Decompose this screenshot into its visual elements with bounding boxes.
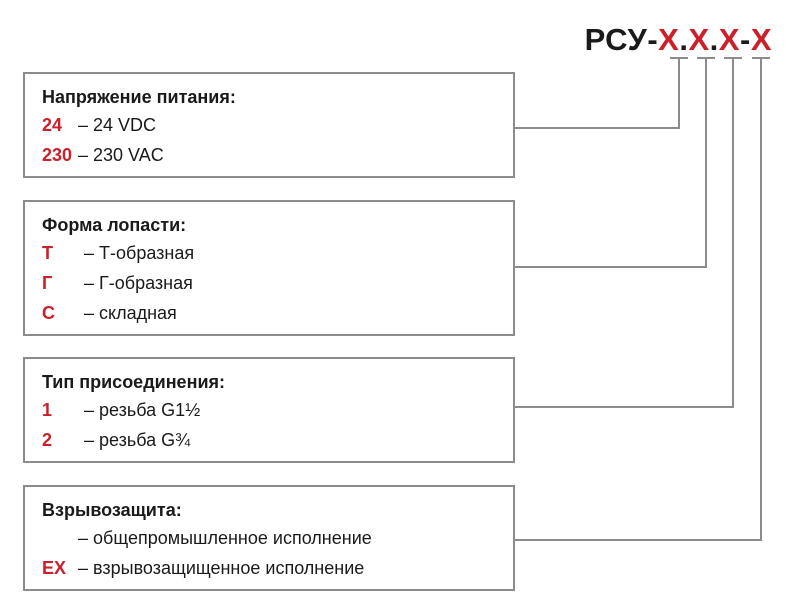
option-desc: – резьба G1½ bbox=[84, 400, 201, 420]
connector-voltage bbox=[515, 58, 679, 128]
group-title: Тип присоединения: bbox=[42, 372, 226, 392]
option-row bbox=[42, 268, 499, 298]
option-key: С bbox=[42, 303, 55, 323]
option-desc: – взрывозащищенное исполнение bbox=[78, 558, 365, 578]
option-key: 2 bbox=[42, 430, 53, 450]
option-key: 1 bbox=[42, 400, 53, 420]
option-desc: – 24 VDC bbox=[78, 115, 157, 135]
connector-connection bbox=[515, 58, 733, 407]
code-slot-paddle: X bbox=[688, 22, 710, 57]
code-separator: - bbox=[739, 22, 751, 57]
option-key: 230 bbox=[42, 145, 73, 165]
option-desc: – складная bbox=[84, 303, 177, 323]
code-separator: . bbox=[709, 22, 719, 57]
group-title: Напряжение питания: bbox=[42, 87, 236, 107]
code-slot-explosion: X bbox=[750, 22, 772, 57]
option-desc: – 230 VAC bbox=[78, 145, 164, 165]
option-key: Т bbox=[42, 243, 53, 263]
code-slot-voltage: X bbox=[658, 22, 680, 57]
connector-paddle bbox=[515, 58, 706, 267]
option-row bbox=[42, 553, 499, 583]
group-title: Форма лопасти: bbox=[42, 215, 187, 235]
option-row bbox=[42, 238, 499, 268]
group-title: Взрывозащита: bbox=[42, 500, 182, 520]
option-row bbox=[42, 425, 499, 455]
group-explosion-protection bbox=[23, 485, 515, 591]
option-row bbox=[42, 140, 499, 170]
option-row bbox=[42, 523, 499, 553]
code-separator: . bbox=[679, 22, 689, 57]
group-voltage bbox=[23, 72, 515, 178]
group-connection-type bbox=[23, 357, 515, 463]
option-desc: – Г-образная bbox=[84, 273, 193, 293]
connector-explosion bbox=[515, 58, 761, 540]
option-key: Г bbox=[42, 273, 53, 293]
option-row bbox=[42, 395, 499, 425]
option-row bbox=[42, 110, 499, 140]
group-paddle-shape bbox=[23, 200, 515, 336]
option-row bbox=[42, 298, 499, 328]
code-slot-connection: X bbox=[718, 22, 740, 57]
option-desc: – общепромышленное исполнение bbox=[78, 528, 372, 548]
option-desc: – резьба G¾ bbox=[84, 430, 191, 450]
model-code-prefix: РСУ- bbox=[584, 22, 659, 57]
option-key: EX bbox=[42, 558, 67, 578]
option-desc: – Т-образная bbox=[84, 243, 195, 263]
option-key: 24 bbox=[42, 115, 63, 135]
